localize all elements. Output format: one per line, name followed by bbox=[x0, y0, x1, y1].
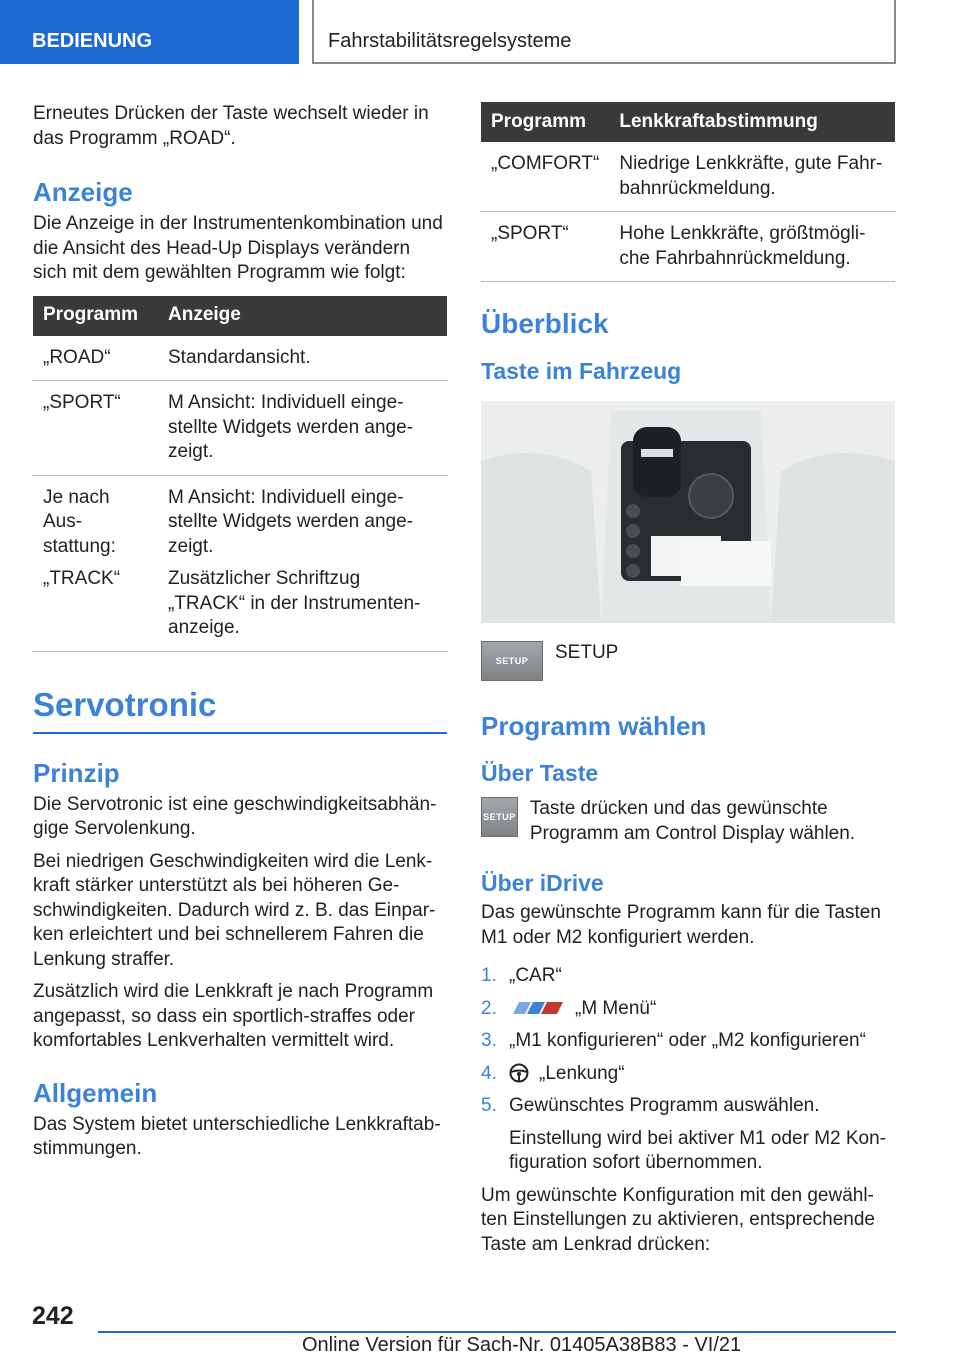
step-number: 3. bbox=[481, 1030, 497, 1051]
step-number: 5. bbox=[481, 1095, 497, 1116]
table-header-programm: Programm bbox=[33, 296, 158, 336]
step-note: Einstellung wird bei aktiver M1 oder M2 Kon-figuration sofort übernommen. bbox=[509, 1127, 887, 1173]
page-number: 242 bbox=[32, 1302, 74, 1330]
table-cell-programm: „ROAD“ bbox=[33, 336, 158, 381]
ueber-idrive-heading: Über iDrive bbox=[481, 870, 604, 896]
setup-row bbox=[481, 641, 895, 681]
programm-heading: Programm wählen bbox=[481, 711, 707, 741]
table-header-anzeige: Anzeige bbox=[158, 296, 447, 336]
table-cell-programm: „SPORT“ bbox=[33, 381, 158, 476]
intro-text: Erneutes Drücken der Taste wechselt wieder in das Programm „ROAD“. bbox=[33, 103, 429, 149]
table-cell-programm: „COMFORT“ bbox=[481, 142, 609, 212]
table-cell-text: Je nach Aus-stattung: bbox=[43, 486, 116, 557]
step-text: „M Menü“ bbox=[575, 997, 657, 1019]
table-header-programm: Programm bbox=[481, 102, 609, 142]
prinzip-paragraph: Zusätzlich wird die Lenkkraft je nach Programm angepasst, so dass ein sportlich-straffes oder komfortables Lenkverhalten vermittelt wird. bbox=[33, 981, 434, 1051]
list-item bbox=[481, 997, 895, 1022]
left-column bbox=[33, 102, 447, 1170]
table-cell-programm bbox=[33, 475, 158, 651]
steering-wheel-icon bbox=[509, 1063, 529, 1083]
step-text: „Lenkung“ bbox=[539, 1062, 625, 1084]
servotronic-heading: Servotronic bbox=[33, 686, 447, 734]
table-row bbox=[33, 336, 447, 381]
list-item bbox=[481, 1094, 895, 1176]
step-text: „CAR“ bbox=[509, 965, 562, 986]
table-cell-programm: „SPORT“ bbox=[481, 212, 609, 282]
step-content bbox=[509, 997, 895, 1022]
table-cell-text: „TRACK“ bbox=[43, 568, 121, 589]
table-cell-text: M Ansicht: Individuell einge-stellte Widgets werden ange-zeigt. bbox=[168, 486, 414, 557]
ueber-idrive-text: Das gewünschte Programm kann für die Tasten M1 oder M2 konfiguriert werden. bbox=[481, 902, 881, 948]
m-logo-icon bbox=[509, 1001, 565, 1015]
center-console-illustration bbox=[481, 401, 895, 623]
center-console-photo bbox=[481, 401, 895, 623]
taste-heading: Taste im Fahrzeug bbox=[481, 358, 682, 384]
anzeige-heading: Anzeige bbox=[33, 177, 133, 207]
allgemein-heading: Allgemein bbox=[33, 1077, 158, 1108]
table-cell-text: Zusätzlicher Schriftzug „TRACK“ in der Instrumenten-anzeige. bbox=[168, 568, 421, 638]
ueber-taste-row bbox=[481, 797, 895, 846]
table-cell-anzeige: Standardansicht. bbox=[158, 336, 447, 381]
table-row bbox=[33, 475, 447, 651]
step-number: 2. bbox=[481, 997, 497, 1019]
page-header-title: Fahrstabilitätsregelsysteme bbox=[312, 0, 896, 64]
footer-divider bbox=[98, 1331, 896, 1333]
ueber-taste-text: Taste drücken und das gewünschte Programm am Control Display wählen. bbox=[529, 798, 856, 844]
prinzip-heading: Prinzip bbox=[33, 757, 120, 788]
table-cell-lenkkraft: Hohe Lenkkräfte, größtmögli-che Fahrbahnrückmeldung. bbox=[609, 212, 895, 282]
allgemein-text: Das System bietet unterschiedliche Lenkkraftab-stimmungen. bbox=[33, 1113, 441, 1159]
section-tab: BEDIENUNG bbox=[0, 0, 299, 64]
right-column bbox=[481, 102, 895, 1265]
step-content bbox=[509, 1094, 895, 1176]
anzeige-text: Die Anzeige in der Instrumentenkombination und die Ansicht des Head-Up Displays verändern sich mit dem gewählten Programm wie folgt: bbox=[33, 213, 443, 283]
table-cell-lenkkraft: Niedrige Lenkkräfte, gute Fahr-bahnrückmeldung. bbox=[609, 142, 895, 212]
prinzip-paragraph: Bei niedrigen Geschwindigkeiten wird die Lenk-kraft stärker unterstützt als bei höheren Ge-schwindigkeiten. Dadurch wird z. B. das Einpar-ken erleichtert und bei schnellerem Fahren die Lenkung straffer. bbox=[33, 850, 436, 970]
setup-button[interactable]: SETUP bbox=[481, 797, 518, 837]
list-item bbox=[481, 1062, 895, 1087]
step-content bbox=[509, 1062, 895, 1087]
setup-label: SETUP bbox=[555, 642, 619, 663]
ueberblick-heading: Überblick bbox=[481, 308, 609, 339]
step-number: 1. bbox=[481, 965, 497, 986]
prinzip-paragraph: Die Servotronic ist eine geschwindigkeitsabhän-gige Servolenkung. bbox=[33, 793, 437, 839]
ueber-taste-heading: Über Taste bbox=[481, 760, 599, 786]
table-cell-anzeige bbox=[158, 475, 447, 651]
list-item bbox=[481, 964, 895, 989]
step-number: 4. bbox=[481, 1062, 497, 1084]
step-text: „M1 konfigurieren“ oder „M2 konfigurieren“ bbox=[509, 1030, 866, 1051]
list-item bbox=[481, 1029, 895, 1054]
footer-text: Online Version für Sach-Nr. 01405A38B83 - VI/21 bbox=[302, 1334, 742, 1356]
closing-text: Um gewünschte Konfiguration mit den gewähl-ten Einstellungen zu aktivieren, entsprechende Taste am Lenkrad drücken: bbox=[481, 1184, 875, 1255]
step-list bbox=[481, 964, 895, 1176]
table-row bbox=[481, 212, 895, 282]
table-header-lenkkraft: Lenkkraftabstimmung bbox=[609, 102, 895, 142]
lenkkraft-table bbox=[481, 102, 895, 282]
step-text: Gewünschtes Programm auswählen. bbox=[509, 1095, 820, 1116]
table-row bbox=[481, 142, 895, 212]
setup-button[interactable]: SETUP bbox=[481, 641, 543, 681]
anzeige-table bbox=[33, 296, 447, 652]
table-row bbox=[33, 381, 447, 476]
table-cell-anzeige: M Ansicht: Individuell einge-stellte Widgets werden ange-zeigt. bbox=[158, 381, 447, 476]
